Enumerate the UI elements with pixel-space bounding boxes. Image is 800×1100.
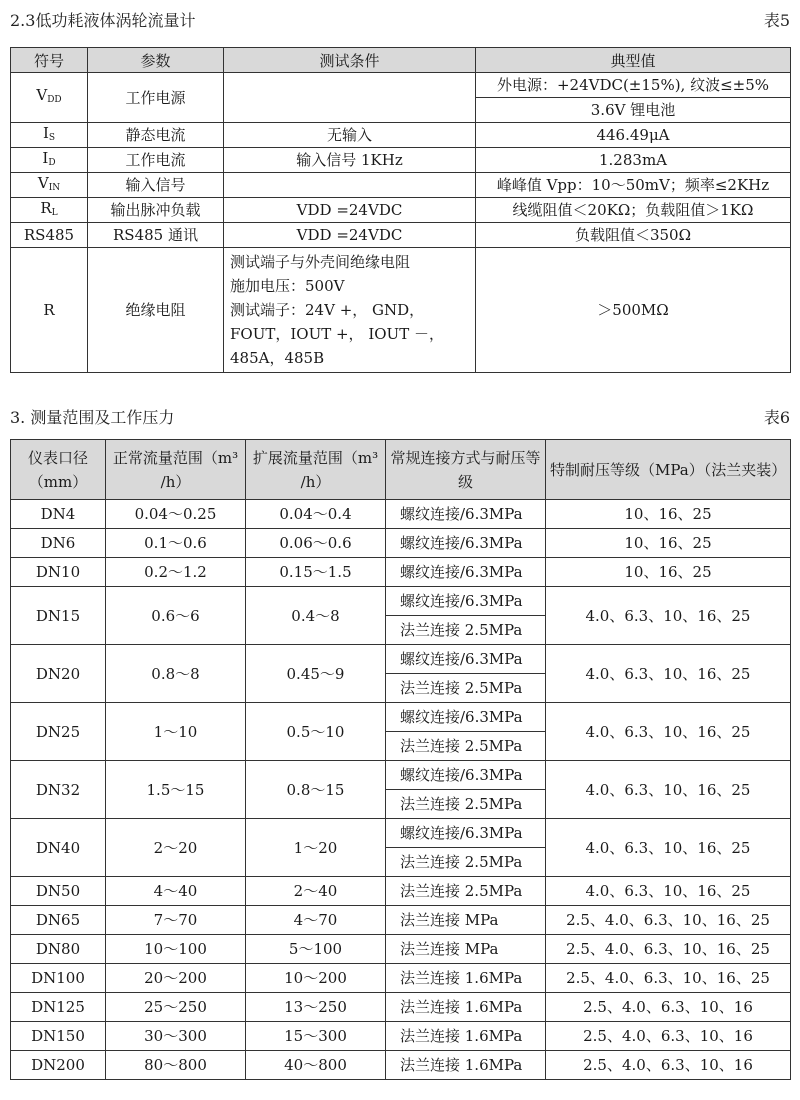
normal-flow-cell: 0.8～8 (106, 645, 246, 703)
value-cell: 峰峰值 Vpp：10～50mV；频率≤2KHz (476, 173, 791, 198)
condition-line: 测试端子：24V +， GND， (230, 301, 425, 319)
section2-title: 3. 测量范围及工作压力 (10, 408, 175, 427)
normal-flow-cell: 4～40 (106, 877, 246, 906)
header-normal-flow: 正常流量范围（m³ /h） (106, 440, 246, 500)
connection-cell: 法兰连接 2.5MPa (386, 674, 546, 703)
normal-flow-cell: 0.6～6 (106, 587, 246, 645)
condition-cell (224, 248, 476, 373)
caliber-cell: DN50 (11, 877, 106, 906)
caliber-cell: DN15 (11, 587, 106, 645)
connection-cell: 法兰连接 2.5MPa (386, 848, 546, 877)
connection-cell: 法兰连接 2.5MPa (386, 877, 546, 906)
special-pressure-cell: 2.5、4.0、6.3、10、16 (546, 1051, 791, 1080)
value-cell: 446.49μA (476, 123, 791, 148)
connection-cell: 螺纹连接/6.3MPa (386, 819, 546, 848)
caliber-cell: DN20 (11, 645, 106, 703)
caliber-cell: DN125 (11, 993, 106, 1022)
value-cell: 外电源：+24VDC(±15%), 纹波≤±5% (476, 73, 791, 98)
connection-cell: 法兰连接 1.6MPa (386, 1051, 546, 1080)
section1-table-number: 表5 (763, 11, 790, 30)
table-row (11, 173, 791, 198)
caliber-cell: DN80 (11, 935, 106, 964)
symbol-cell: $V_{DD}$ (11, 73, 88, 123)
connection-cell: 法兰连接 1.6MPa (386, 964, 546, 993)
normal-flow-cell: 25～250 (106, 993, 246, 1022)
header-symbol: 符号 (11, 48, 88, 73)
special-pressure-cell: 10、16、25 (546, 558, 791, 587)
table-row (11, 198, 791, 223)
table-row (11, 645, 791, 674)
extended-flow-cell: 10～200 (246, 964, 386, 993)
extended-flow-cell: 4～70 (246, 906, 386, 935)
special-pressure-cell: 2.5、4.0、6.3、10、16 (546, 1022, 791, 1051)
caliber-cell: DN200 (11, 1051, 106, 1080)
extended-flow-cell: 13～250 (246, 993, 386, 1022)
extended-flow-cell: 0.8～15 (246, 761, 386, 819)
extended-flow-cell: 0.15～1.5 (246, 558, 386, 587)
normal-flow-cell: 1～10 (106, 703, 246, 761)
normal-flow-cell: 0.04～0.25 (106, 500, 246, 529)
special-pressure-cell: 4.0、6.3、10、16、25 (546, 703, 791, 761)
condition-line: 施加电压：500V (230, 277, 345, 295)
section2-table-number: 表6 (763, 408, 790, 427)
extended-flow-cell: 15～300 (246, 1022, 386, 1051)
measurement-range-body (11, 500, 791, 1080)
table-row (11, 123, 791, 148)
normal-flow-cell: 7～70 (106, 906, 246, 935)
caliber-cell: DN100 (11, 964, 106, 993)
symbol-cell: $I_S$ (11, 123, 88, 148)
table-row (11, 73, 791, 98)
table-header-row (11, 48, 791, 73)
special-pressure-cell: 4.0、6.3、10、16、25 (546, 877, 791, 906)
connection-cell: 螺纹连接/6.3MPa (386, 761, 546, 790)
caliber-cell: DN25 (11, 703, 106, 761)
connection-cell: 法兰连接 2.5MPa (386, 732, 546, 761)
table-row (11, 558, 791, 587)
table-header-row (11, 440, 791, 500)
connection-cell: 法兰连接 MPa (386, 935, 546, 964)
connection-cell: 法兰连接 1.6MPa (386, 993, 546, 1022)
header-caliber: 仪表口径（mm） (11, 440, 106, 500)
normal-flow-cell: 0.1～0.6 (106, 529, 246, 558)
header-typical-value: 典型值 (476, 48, 791, 73)
section1-title: 2.3低功耗液体涡轮流量计 (10, 11, 196, 30)
value-cell: ＞500MΩ (476, 248, 791, 373)
normal-flow-cell: 10～100 (106, 935, 246, 964)
table-row (11, 819, 791, 848)
value-cell: 3.6V 锂电池 (476, 98, 791, 123)
extended-flow-cell: 1～20 (246, 819, 386, 877)
extended-flow-cell: 0.45～9 (246, 645, 386, 703)
special-pressure-cell: 4.0、6.3、10、16、25 (546, 761, 791, 819)
condition-line: 测试端子与外壳间绝缘电阻 (230, 253, 411, 271)
caliber-cell: DN6 (11, 529, 106, 558)
symbol-cell: $V_{IN}$ (11, 173, 88, 198)
parameter-cell: 静态电流 (88, 123, 224, 148)
connection-cell: 螺纹连接/6.3MPa (386, 558, 546, 587)
special-pressure-cell: 10、16、25 (546, 500, 791, 529)
normal-flow-cell: 2～20 (106, 819, 246, 877)
caliber-cell: DN40 (11, 819, 106, 877)
normal-flow-cell: 0.2～1.2 (106, 558, 246, 587)
condition-cell (224, 73, 476, 123)
table-row (11, 1022, 791, 1051)
condition-line: FOUT，IOUT +， IOUT －， (230, 325, 444, 343)
condition-cell: VDD =24VDC (224, 223, 476, 248)
parameter-cell: RS485 通讯 (88, 223, 224, 248)
special-pressure-cell: 2.5、4.0、6.3、10、16、25 (546, 935, 791, 964)
connection-cell: 螺纹连接/6.3MPa (386, 587, 546, 616)
condition-cell: 输入信号 1KHz (224, 148, 476, 173)
table-row (11, 248, 791, 373)
table-row (11, 1051, 791, 1080)
connection-cell: 法兰连接 MPa (386, 906, 546, 935)
normal-flow-cell: 20～200 (106, 964, 246, 993)
electrical-parameters-table (10, 47, 791, 373)
special-pressure-cell: 4.0、6.3、10、16、25 (546, 645, 791, 703)
connection-cell: 螺纹连接/6.3MPa (386, 703, 546, 732)
connection-cell: 螺纹连接/6.3MPa (386, 529, 546, 558)
symbol-cell: R (11, 248, 88, 373)
value-cell: 1.283mA (476, 148, 791, 173)
condition-cell (224, 173, 476, 198)
special-pressure-cell: 10、16、25 (546, 529, 791, 558)
extended-flow-cell: 0.06～0.6 (246, 529, 386, 558)
connection-cell: 法兰连接 2.5MPa (386, 616, 546, 645)
parameter-cell: 工作电源 (88, 73, 224, 123)
extended-flow-cell: 0.5～10 (246, 703, 386, 761)
header-special-pressure: 特制耐压等级（MPa）（法兰夹装） (546, 440, 791, 500)
measurement-range-table (10, 439, 791, 1080)
table-row (11, 877, 791, 906)
special-pressure-cell: 2.5、4.0、6.3、10、16、25 (546, 906, 791, 935)
table-row (11, 500, 791, 529)
table-row (11, 587, 791, 616)
header-test-condition: 测试条件 (224, 48, 476, 73)
table-row (11, 223, 791, 248)
connection-cell: 螺纹连接/6.3MPa (386, 500, 546, 529)
condition-cell: 无输入 (224, 123, 476, 148)
caliber-cell: DN10 (11, 558, 106, 587)
parameter-cell: 工作电流 (88, 148, 224, 173)
table-row (11, 148, 791, 173)
table-row (11, 935, 791, 964)
extended-flow-cell: 40～800 (246, 1051, 386, 1080)
table-row (11, 906, 791, 935)
normal-flow-cell: 80～800 (106, 1051, 246, 1080)
connection-cell: 法兰连接 1.6MPa (386, 1022, 546, 1051)
normal-flow-cell: 30～300 (106, 1022, 246, 1051)
extended-flow-cell: 0.04～0.4 (246, 500, 386, 529)
connection-cell: 螺纹连接/6.3MPa (386, 645, 546, 674)
symbol-cell: $I_D$ (11, 148, 88, 173)
special-pressure-cell: 4.0、6.3、10、16、25 (546, 587, 791, 645)
caliber-cell: DN32 (11, 761, 106, 819)
normal-flow-cell: 1.5～15 (106, 761, 246, 819)
caliber-cell: DN4 (11, 500, 106, 529)
table-row (11, 703, 791, 732)
parameter-cell: 输入信号 (88, 173, 224, 198)
condition-cell: VDD =24VDC (224, 198, 476, 223)
special-pressure-cell: 2.5、4.0、6.3、10、16、25 (546, 964, 791, 993)
caliber-cell: DN65 (11, 906, 106, 935)
parameter-cell: 绝缘电阻 (88, 248, 224, 373)
header-extended-flow: 扩展流量范围（m³ /h） (246, 440, 386, 500)
extended-flow-cell: 5～100 (246, 935, 386, 964)
table-row (11, 993, 791, 1022)
section2-heading (10, 405, 790, 431)
header-connection: 常规连接方式与耐压等级 (386, 440, 546, 500)
value-cell: 线缆阻值＜20KΩ；负载阻值＞1KΩ (476, 198, 791, 223)
extended-flow-cell: 0.4～8 (246, 587, 386, 645)
extended-flow-cell: 2～40 (246, 877, 386, 906)
section1-heading (10, 8, 790, 34)
condition-line: 485A，485B (230, 349, 325, 367)
special-pressure-cell: 2.5、4.0、6.3、10、16 (546, 993, 791, 1022)
header-parameter: 参数 (88, 48, 224, 73)
symbol-cell: $R_L$ (11, 198, 88, 223)
special-pressure-cell: 4.0、6.3、10、16、25 (546, 819, 791, 877)
value-cell: 负载阻值＜350Ω (476, 223, 791, 248)
table-row (11, 529, 791, 558)
caliber-cell: DN150 (11, 1022, 106, 1051)
parameter-cell: 输出脉冲负载 (88, 198, 224, 223)
symbol-cell: RS485 (11, 223, 88, 248)
connection-cell: 法兰连接 2.5MPa (386, 790, 546, 819)
table-row (11, 964, 791, 993)
table-row (11, 761, 791, 790)
